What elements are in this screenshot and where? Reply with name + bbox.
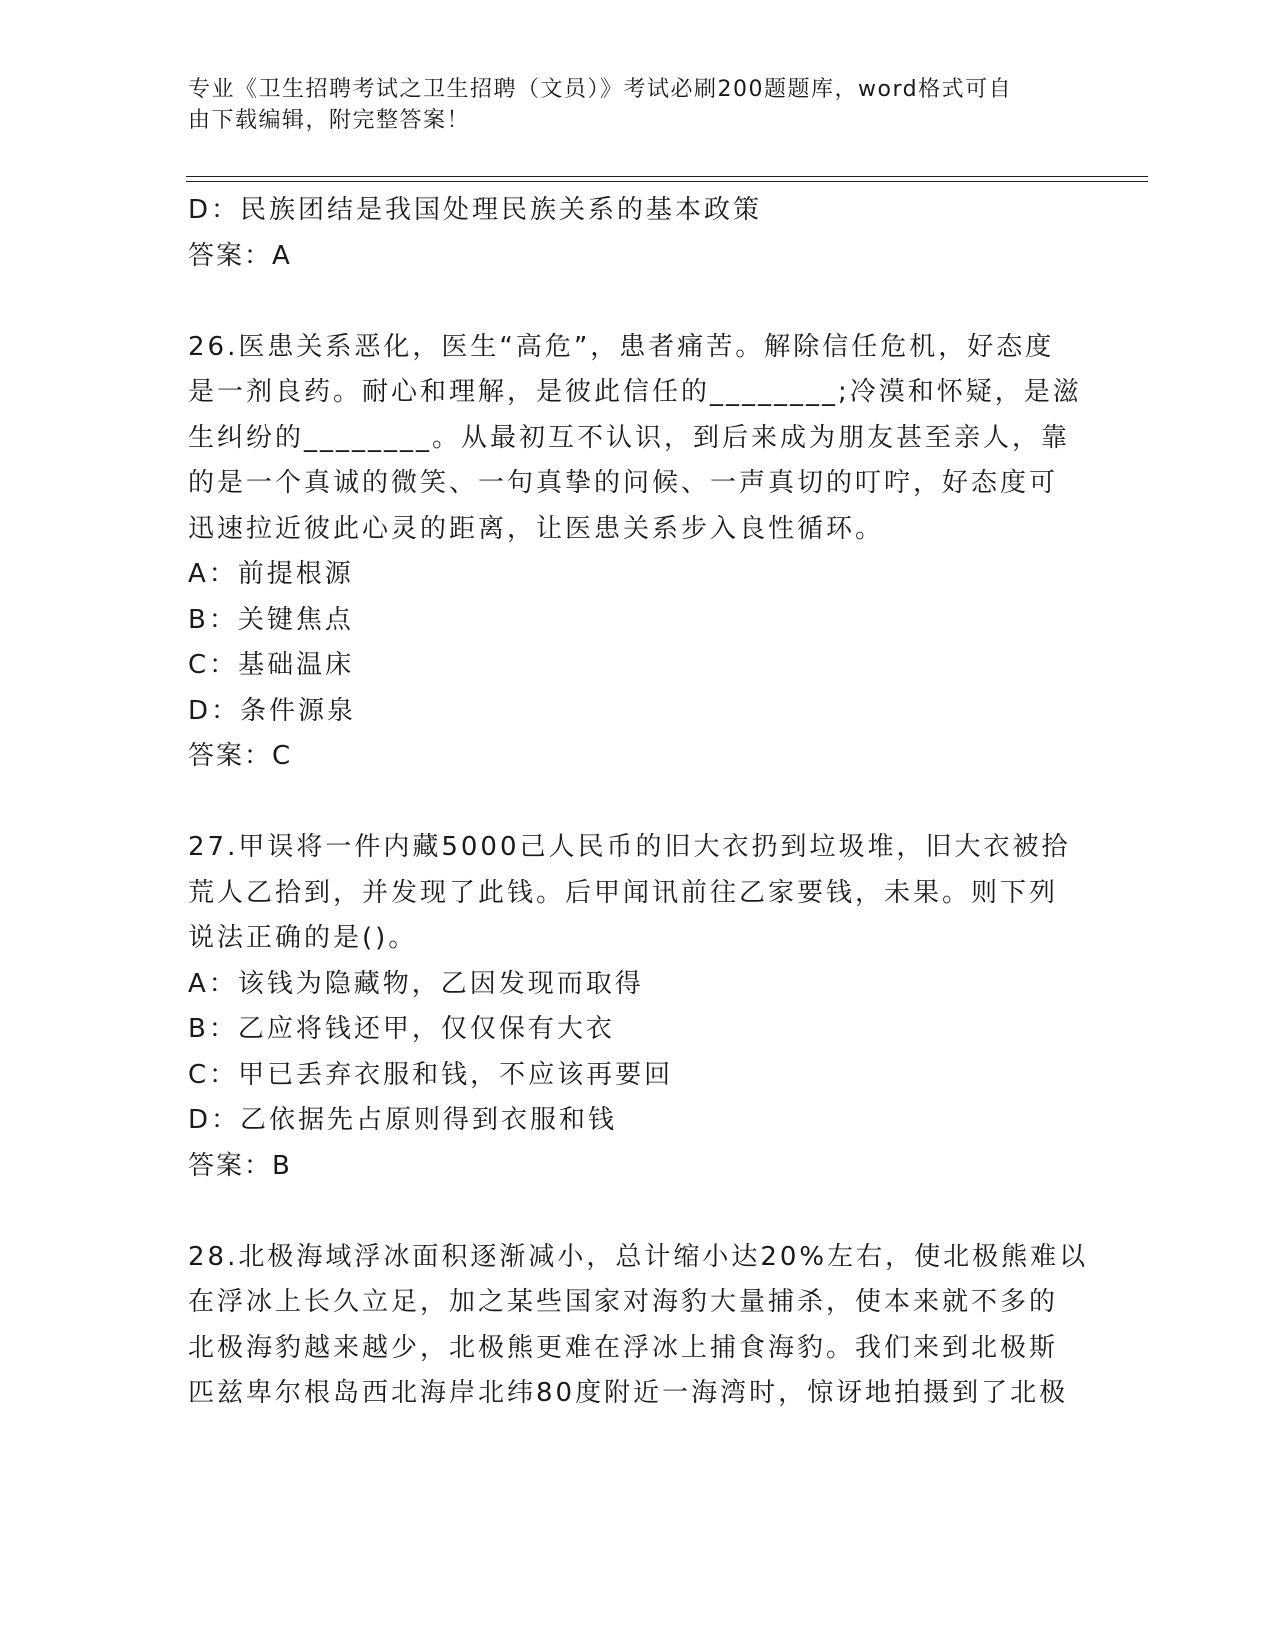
- spacer: [188, 1189, 1078, 1235]
- q27-option-c: C：甲已丢弃衣服和钱，不应该再要回: [188, 1059, 674, 1090]
- q27-answer: 答案：B: [188, 1150, 292, 1181]
- q26-text-line: 迅速拉近彼此心灵的距离，让医患关系步入良性循环。: [188, 513, 885, 544]
- q26-option-b: B：关键焦点: [188, 604, 354, 635]
- q26-option-c: C：基础温床: [188, 650, 355, 680]
- q26-text-line: 是一剂良药。耐心和理解，是彼此信任的________;冷漠和怀疑，是滋: [188, 377, 1082, 407]
- q28-text-line: 在浮冰上长久立足，加之某些国家对海豹大量捕杀，使本来就不多的: [188, 1287, 1059, 1317]
- q27-text-line: 27.甲误将一件内藏5000己人民币的旧大衣扔到垃圾堆，旧大衣被拾: [188, 832, 1071, 862]
- header-rule-top: [186, 176, 1148, 177]
- q28-text-line: 28.北极海域浮冰面积逐渐减小，总计缩小达20%左右，使北极熊难以: [188, 1241, 1089, 1272]
- prev-option-d: D：民族团结是我国处理民族关系的基本政策: [188, 195, 763, 225]
- q28-text-line: 匹兹卑尔根岛西北海岸北纬80度附近一海湾时，惊讶地拍摄到了北极: [188, 1378, 1069, 1408]
- q27-option-a: A：该钱为隐藏物，乙因发现而取得: [188, 968, 644, 999]
- question-28: [188, 1235, 1089, 1417]
- document-body: [188, 188, 1089, 1417]
- question-26: [188, 325, 1082, 780]
- header-line-2: 由下载编辑，附完整答案！: [188, 108, 471, 133]
- q28-text-line: 北极海豹越来越少，北极熊更难在浮冰上捕食海豹。我们来到北极斯: [188, 1332, 1059, 1363]
- q27-text-line: 说法正确的是()。: [188, 923, 418, 953]
- q27-option-b: B：乙应将钱还甲，仅仅保有大衣: [188, 1014, 615, 1044]
- q26-text-line: 26.医患关系恶化，医生“高危”，患者痛苦。解除信任危机，好态度: [188, 331, 1055, 362]
- header-rule-bottom: [186, 181, 1148, 182]
- q26-option-d: D：条件源泉: [188, 695, 357, 726]
- header-line-1: 专业《卫生招聘考试之卫生招聘（文员）》考试必刷200题题库，word格式可自: [188, 77, 1013, 102]
- spacer: [188, 780, 1078, 826]
- q26-text-line: 生纠纷的________。从最初互不认识，到后来成为朋友甚至亲人，靠: [188, 422, 1071, 453]
- question-27: [188, 825, 1078, 1189]
- q26-option-a: A：前提根源: [188, 559, 354, 589]
- document-header: [188, 74, 1068, 136]
- prev-answer: 答案：A: [188, 240, 292, 271]
- q27-option-d: D：乙依据先占原则得到衣服和钱: [188, 1105, 618, 1135]
- spacer: [188, 279, 1078, 325]
- q27-text-line: 荒人乙拾到，并发现了此钱。后甲闻讯前往乙家要钱，未果。则下列: [188, 877, 1059, 908]
- q26-text-line: 的是一个真诚的微笑、一句真挚的问候、一声真切的叮咛，好态度可: [188, 468, 1059, 498]
- q26-answer: 答案：C: [188, 741, 293, 771]
